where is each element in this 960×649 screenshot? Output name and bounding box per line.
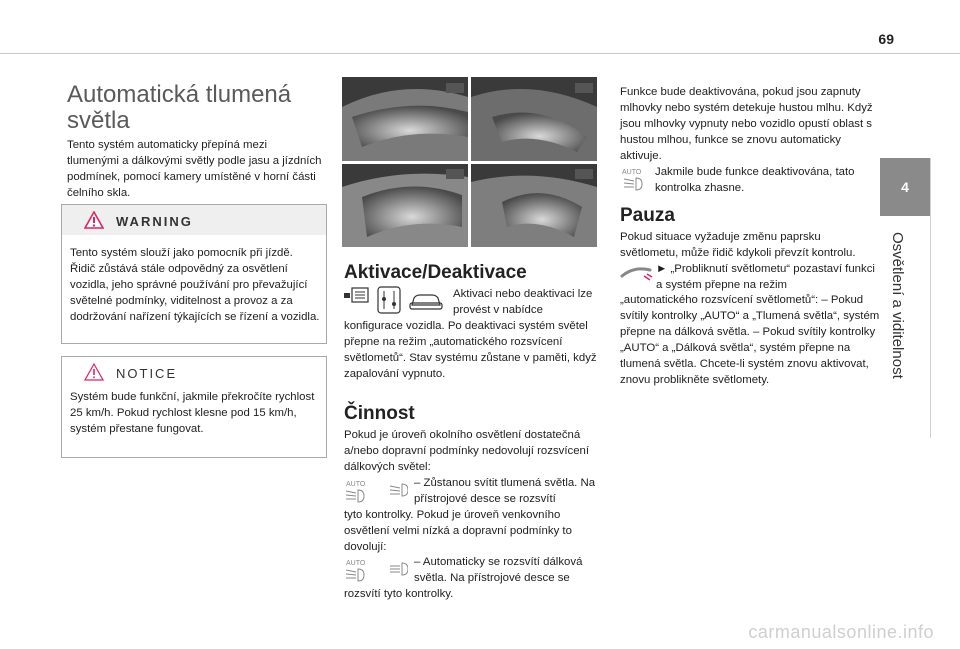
auto-headlight-icon [346, 569, 364, 581]
warning-title: WARNING [116, 214, 193, 229]
header-divider [0, 53, 960, 54]
warning-triangle-icon [84, 211, 104, 229]
photo-panel [342, 77, 468, 161]
warning-text: Tento systém slouží jako pomocník při jízdě. Řidič zůstává stále odpovědný za osvětlení vozidla, jeho správné používání pro převažující světelné podmínky, viditelnost a provoz a za dodržování nařízení týkajících se řízení a vozidla. [70, 247, 320, 323]
operation-paragraph: rozsvítí tyto kontrolky. [344, 588, 454, 600]
night-driving-illustration [342, 77, 597, 247]
operation-heading: Činnost [344, 403, 415, 424]
indicator-off-text: Jakmile bude funkce deaktivována, tato kontrolka zhasne. [655, 166, 855, 194]
notice-text: Systém bude funkční, jakmile překročíte rychlost 25 km/h. Pokud rychlost klesne pod 15 km/h, systém přestane fungovat. [70, 391, 315, 435]
chapter-tab[interactable]: 4 [880, 158, 930, 216]
light-stalk-icon [620, 262, 654, 284]
pause-heading: Pauza [620, 205, 675, 226]
fog-paragraph: Funkce bude deaktivována, pokud jsou zapnuty mlhovky nebo systém detekuje hustou mlhu. Když jsou mlhovky vypnuty nebo vozidlo opustí oblast s hustou mlhou, funkce se znovu automaticky aktivuje. [620, 86, 873, 162]
auto-label: AUTO [622, 169, 642, 176]
intro-paragraph: Tento systém automaticky přepíná mezi tlumenými a dálkovými světly podle jasu a jízdních podmínek, pomocí kamery umístěné v horní části čelního skla. [67, 139, 322, 199]
pause-paragraph: Pokud situace vyžaduje změnu paprsku světlometu, může řidič kdykoli převzít kontrolu. [620, 231, 856, 259]
activation-heading: Aktivace/Deaktivace [344, 262, 527, 283]
watermark: carmanualsonline.info [748, 622, 934, 642]
photo-panel [342, 164, 468, 247]
auto-headlight-off-icon [620, 166, 650, 192]
pause-indicator-text: ► „Probliknutí světlometu“ pozastaví funkci a systém přepne na režim [656, 263, 875, 291]
photo-panel [471, 164, 597, 247]
indicator-text-low: – Zůstanou svítit tlumená světla. Na přístrojové desce se rozsvítí [414, 477, 596, 505]
operation-paragraph: tyto kontrolky. Pokud je úroveň venkovního osvětlení velmi nízká a dopravní podmínky to dovolují: [344, 509, 572, 553]
high-beam-icon [390, 563, 408, 575]
pause-paragraph: „automatického rozsvícení světlometů“: – Pokud svítily kontrolky „AUTO“ a „Tlumená světla“, systém přepne na dálková světla. – Pokud svítily kontrolky „AUTO“ a „Dálková světla“, systém přepne na tlumená světla. Chcete-li systém znovu aktivovat, znovu problikněte světlomety. [620, 294, 880, 386]
auto-low-beam-indicator-icons [344, 478, 408, 504]
notice-triangle-icon [84, 363, 104, 381]
vehicle-settings-icon [378, 287, 400, 313]
section-heading: Automatická tlumená světla [67, 81, 292, 134]
chapter-title-text: Osvětlení a viditelnost [889, 232, 906, 379]
activation-text: Aktivaci nebo deaktivaci lze provést v nabídce [453, 288, 593, 316]
page-number: 69 [878, 31, 894, 47]
side-divider [930, 158, 931, 438]
chapter-title [878, 232, 918, 432]
indicator-text-high: – Automaticky se rozsvítí dálková světla. Na přístrojové desce se [414, 556, 583, 584]
activation-text-continued: konfigurace vozidla. Po deaktivaci systém světel přepne na režim „automatického rozsvícení světlometů“. Stav systému zůstane v paměti, když zapalování vypnuto. [344, 320, 597, 380]
notice-box [61, 356, 327, 458]
auto-label: AUTO [346, 481, 366, 488]
screen-icon [344, 288, 368, 302]
photo-panel [471, 77, 597, 161]
auto-headlight-icon [346, 490, 364, 502]
car-icon [410, 295, 442, 309]
operation-paragraph: Pokud je úroveň okolního osvětlení dostatečná a/nebo dopravní podmínky nedovolují rozsvícení dálkových světel: [344, 429, 590, 473]
notice-title: NOTICE [116, 366, 178, 381]
warning-box [61, 204, 327, 344]
low-beam-icon [390, 484, 408, 496]
auto-label: AUTO [346, 560, 366, 567]
settings-menu-icons [344, 285, 448, 315]
auto-high-beam-indicator-icons [344, 557, 408, 583]
